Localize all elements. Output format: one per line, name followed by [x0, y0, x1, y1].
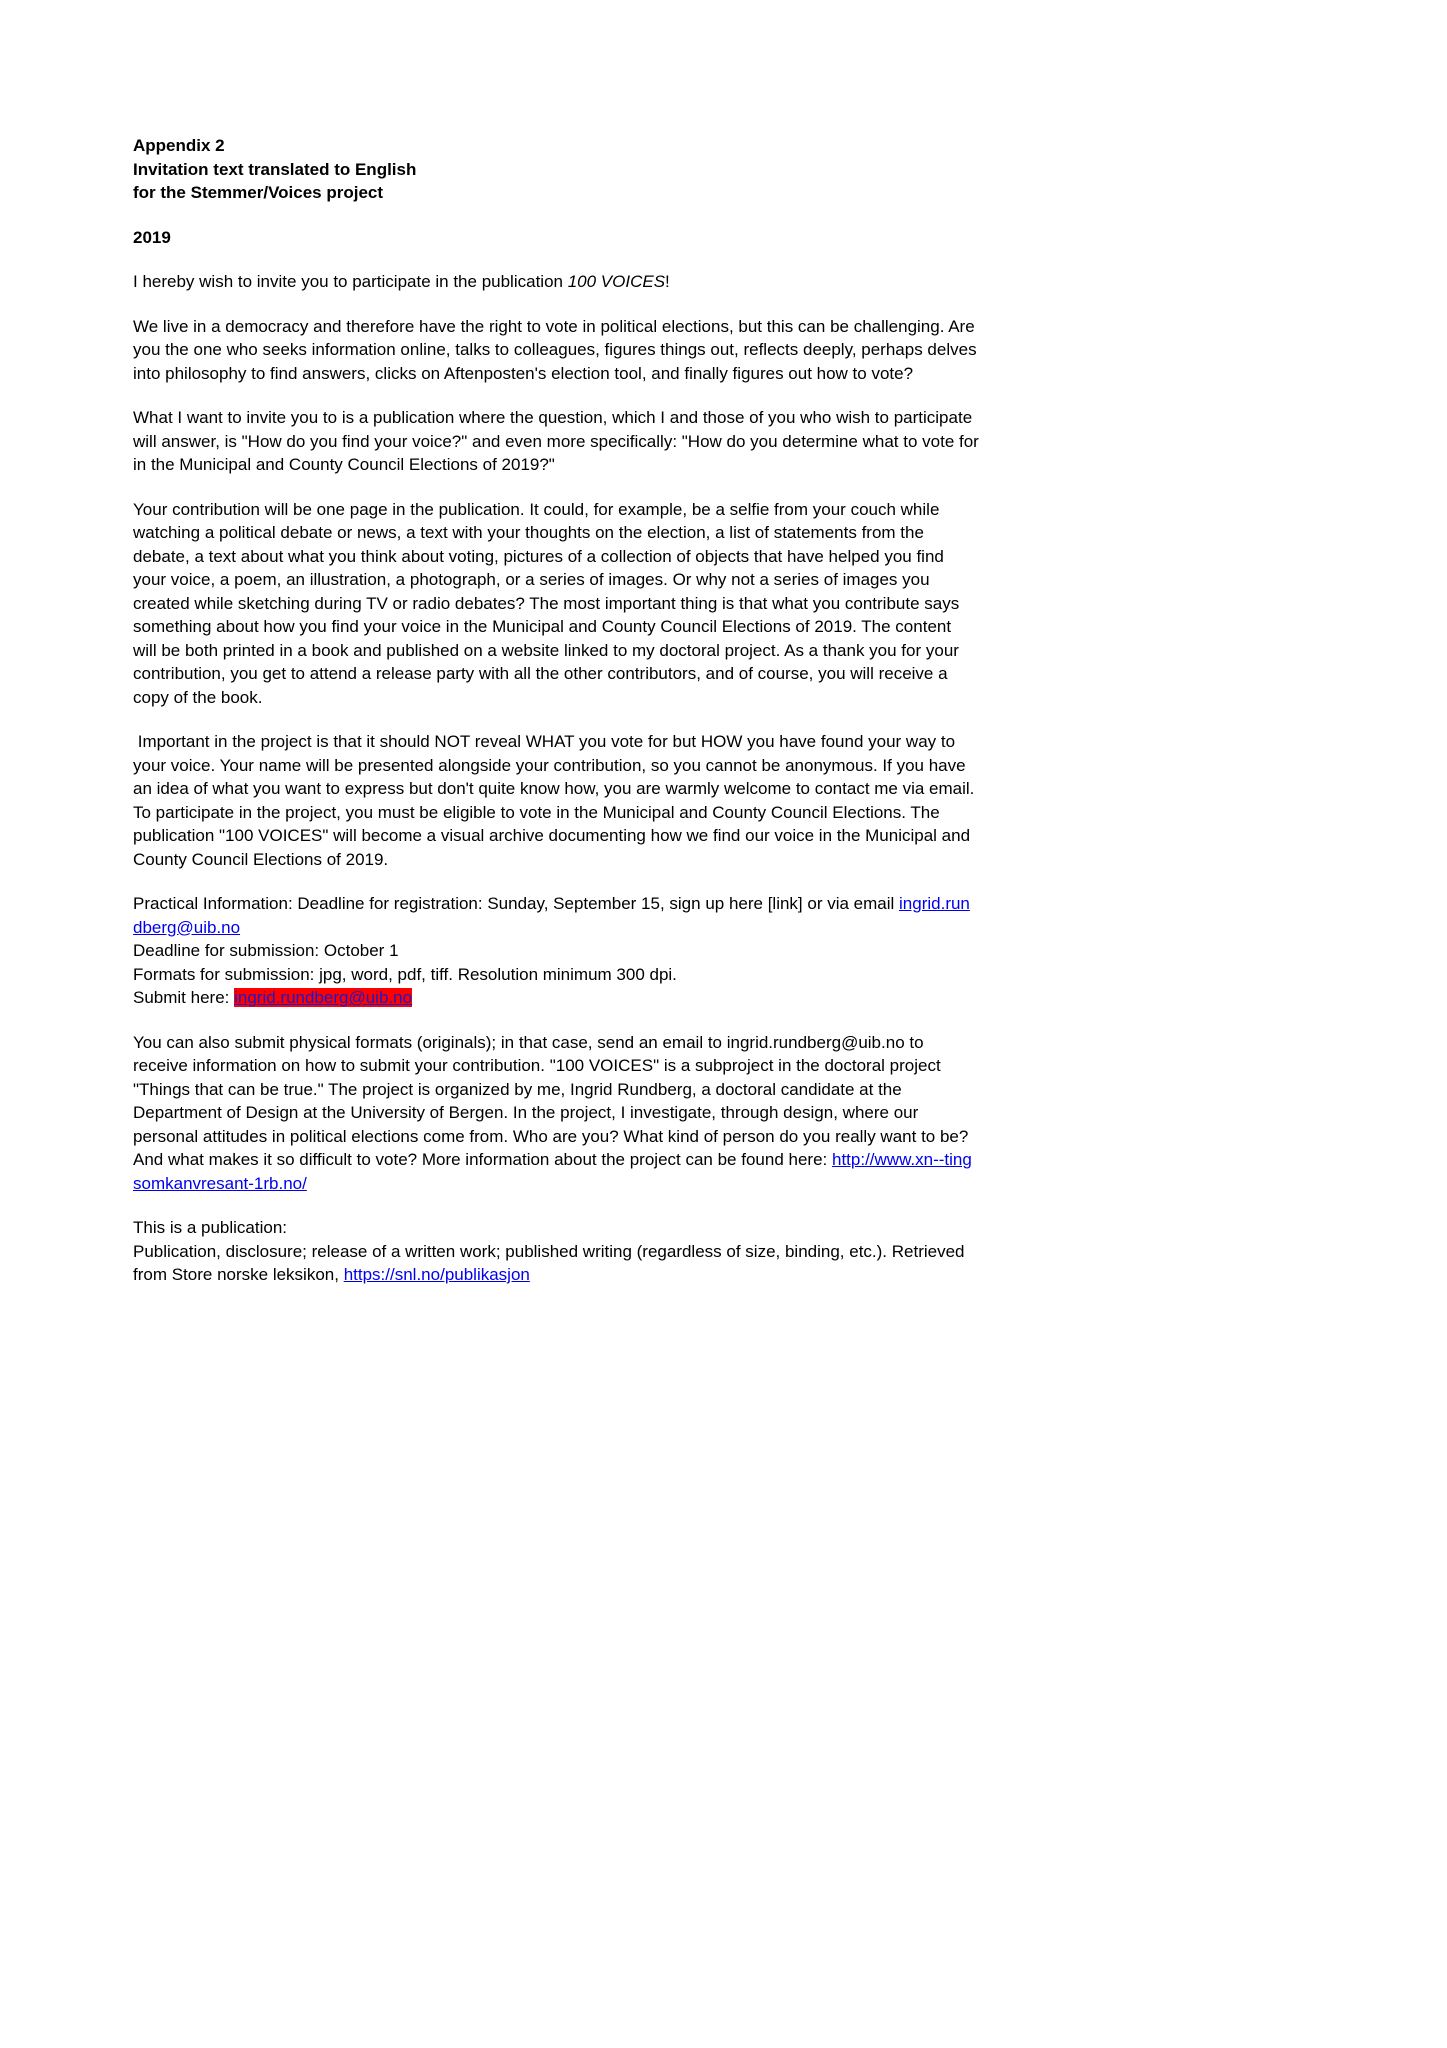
definition-title: This is a publication:	[133, 1218, 288, 1237]
paragraph-democracy: We live in a democracy and therefore have the right to vote in political elections, but this can be challenging. Are you the one who seeks information online, talks to colleagues, figures things out, reflects deeply, perhaps delves into philosophy to find answers, clicks on Aftenposten's election tool, and finally figures out how to vote?	[133, 316, 977, 383]
paragraph-physical-formats	[133, 1031, 979, 1196]
practical-registration-text: Practical Information: Deadline for registration: Sunday, September 15, sign up here [link] or via email	[133, 894, 900, 913]
paragraph-question: What I want to invite you to is a publication where the question, which I and those of you who wish to participate will answer, is "How do you find your voice?" and even more specifically: "How do you determine what to vote for in the Municipal and County Council Elections of 2019?"	[133, 408, 979, 474]
publication-title-italic: 100 VOICES	[567, 272, 666, 291]
heading-line-appendix: Appendix 2	[133, 136, 225, 155]
heading-line-project: for the Stemmer/Voices project	[133, 183, 384, 202]
paragraph-invitation	[133, 270, 979, 294]
submit-email-link[interactable]: ingrid.rundberg@uib.no	[234, 988, 413, 1007]
practical-deadline-text: Deadline for submission: October 1	[133, 941, 399, 960]
paragraph-publication-definition	[133, 1216, 979, 1287]
heading-line-invitation: Invitation text translated to English	[133, 159, 417, 179]
paragraph-important: Important in the project is that it should NOT reveal WHAT you vote for but HOW you have found your way to your voice. Your name will be presented alongside your contribution, so you cannot be anonymous. If you have an idea of what you want to express but don't quite know how, you are warmly welcome to contact me via email. To participate in the project, you must be eligible to vote in the Municipal and County Council Elections. The publication "100 VOICES" will become a visual archive documenting how we find our voice in the Municipal and County Council Elections of 2019.	[133, 732, 975, 869]
practical-info-block	[133, 892, 979, 1010]
invitation-exclamation: !	[665, 272, 670, 291]
invitation-text: I hereby wish to invite you to participate in the publication	[133, 272, 568, 291]
practical-submit-text: Submit here:	[133, 988, 235, 1007]
paragraph-contribution: Your contribution will be one page in the publication. It could, for example, be a selfie from your couch while watching a political debate or news, a text with your thoughts on the election, a list of statements from the debate, a text about what you think about voting, pictures of a collection of objects that have helped you find your voice, a poem, an illustration, a photograph, or a series of images. Or why not a series of images you created while sketching during TV or radio debates? The most important thing is that what you contribute says something about how you find your voice in the Municipal and County Council Elections of 2019. The content will be both printed in a book and published on a website linked to my doctoral project. As a thank you for your contribution, you get to attend a release party with all the other contributors, and of course, you will receive a copy of the book.	[133, 499, 960, 707]
registration-email-link[interactable]: ingrid.rundberg@uib.no	[133, 894, 970, 937]
practical-formats-text: Formats for submission: jpg, word, pdf, tiff. Resolution minimum 300 dpi.	[133, 964, 677, 984]
year-heading: 2019	[133, 227, 171, 247]
document-heading	[133, 134, 979, 205]
snl-reference-link[interactable]: https://snl.no/publikasjon	[343, 1265, 530, 1284]
physical-formats-text: You can also submit physical formats (originals); in that case, send an email to ingrid.rundberg@uib.no to receive information on how to submit your contribution. "100 VOICES" is a subproject in the doctoral project "Things that can be true." The project is organized by me, Ingrid Rundberg, a doctoral candidate at the Department of Design at the University of Bergen. In the project, I investigate, through design, where our personal attitudes in political elections come from. Who are you? What kind of person do you really want to be? And what makes it so difficult to vote? More information about the project can be found here:	[133, 1032, 969, 1169]
definition-text: Publication, disclosure; release of a written work; published writing (regardless of size, binding, etc.). Retrieved from Store norske leksikon,	[133, 1241, 965, 1284]
project-website-link[interactable]: http://www.xn--tingsomkanvresant-1rb.no/	[133, 1150, 972, 1193]
